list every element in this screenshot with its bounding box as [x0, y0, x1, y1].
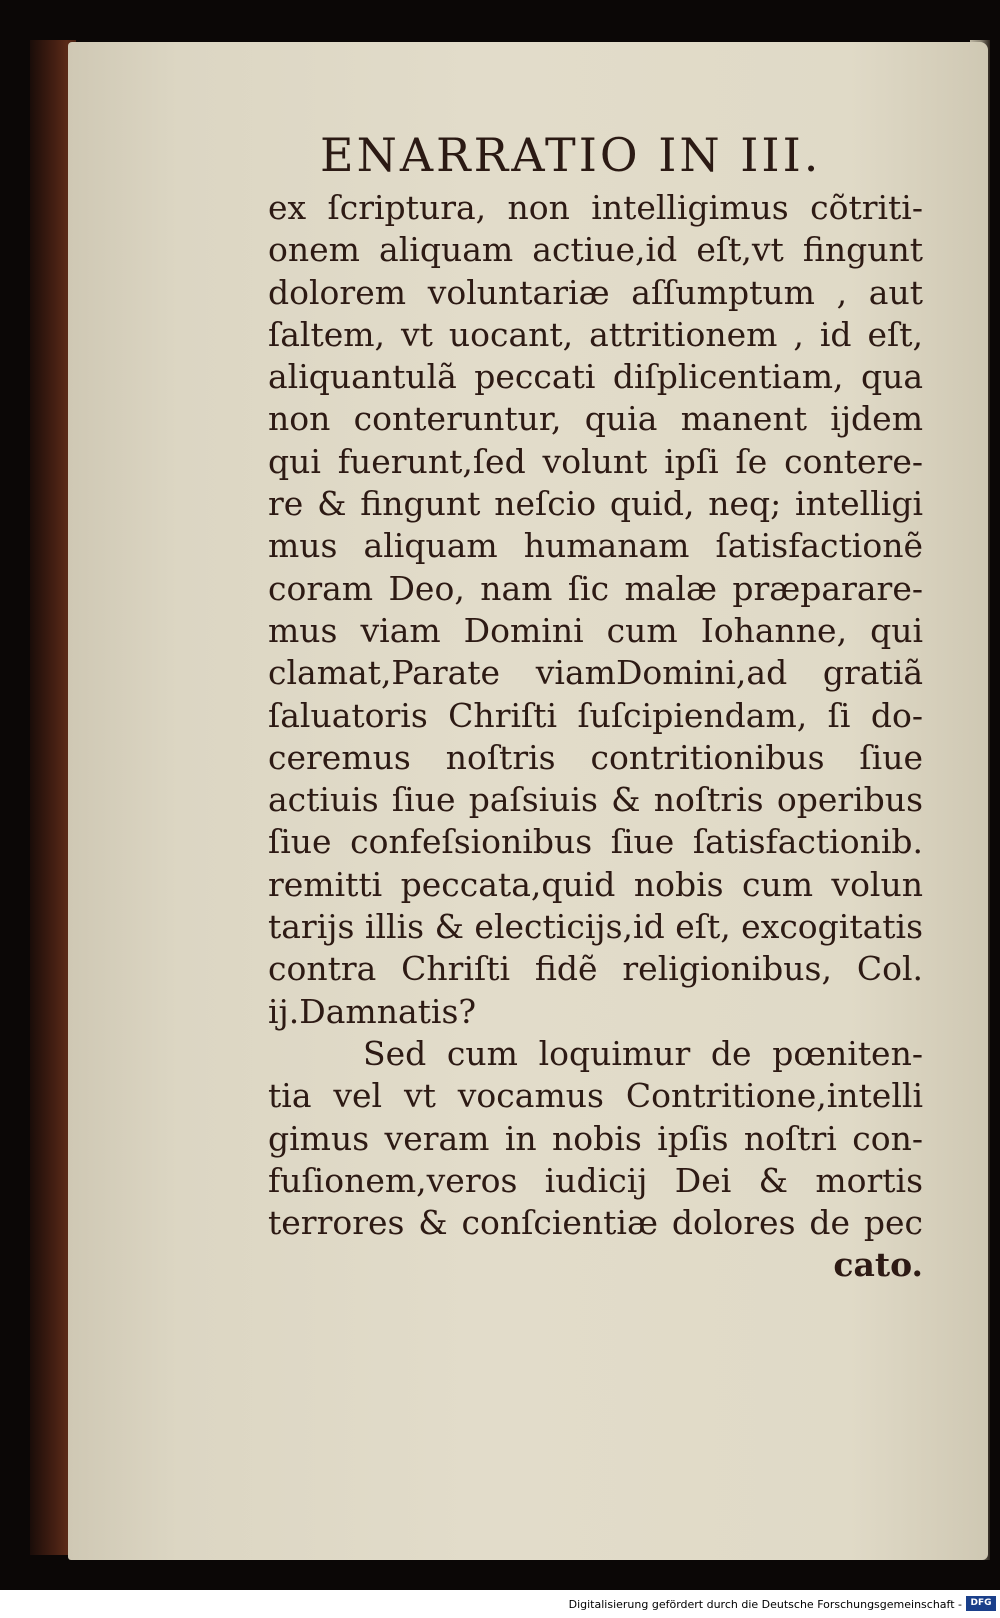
text-line: non conteruntur, quia manent ijdem: [268, 399, 923, 439]
body-text: [268, 187, 923, 1287]
text-line: coram Deo, nam ſic malæ præparare-: [268, 568, 923, 608]
text-line: ſaltem, vt uocant, attritionem , id eſt,: [268, 314, 923, 354]
text-line: ceremus noſtris contritionibus ſiue: [268, 737, 923, 777]
text-line: ſaluatoris Chriſti ſuſcipiendam, ſi do-: [268, 695, 923, 735]
text-line: fuſionem,veros iudicij Dei & mortis: [268, 1160, 923, 1200]
running-heading: ENARRATIO IN III.: [320, 128, 822, 182]
text-line: ex ſcriptura, non intelligimus cõtriti-: [268, 188, 923, 227]
text-line: tia vel vt vocamus Contritione,intelli: [268, 1076, 923, 1116]
catchword: cato.: [833, 1245, 923, 1285]
text-line: dolorem voluntariæ aſſumptum , aut: [268, 272, 923, 312]
funding-notice: Digitalisierung gefördert durch die Deutsche Forschungsgemeinschaft -: [568, 1598, 962, 1611]
text-line: ſiue confeſsionibus ſiue ſatisfactionib.: [268, 822, 923, 862]
dfg-logo: DFG: [966, 1596, 996, 1611]
text-line: tarijs illis & electicijs,id eſt, excogitatis: [268, 907, 924, 947]
text-line: ij.Damnatis?: [268, 991, 477, 1031]
text-line: onem aliquam actiue,id eſt,vt fingunt: [268, 230, 923, 270]
text-line: terrores & conſcientiæ dolores de pec: [268, 1203, 923, 1243]
text-line: actiuis ſiue paſsiuis & noſtris operibus: [268, 780, 923, 820]
text-line: clamat,Parate viamDomini,ad gratiã: [268, 653, 923, 693]
paragraph-start-line: Sed cum loquimur de pœniten-: [363, 1033, 923, 1073]
text-line: gimus veram in nobis ipſis noſtri con-: [268, 1118, 923, 1158]
text-line: re & fingunt neſcio quid, neq; intelligi: [268, 484, 923, 524]
text-line: remitti peccata,quid nobis cum volun: [268, 864, 923, 904]
digitization-footer: [0, 1590, 1000, 1618]
text-line: mus viam Domini cum Iohanne, qui: [268, 610, 923, 650]
text-line: contra Chriſti fidẽ religionibus, Col.: [268, 949, 923, 989]
text-line: qui fuerunt,ſed volunt ipſi ſe contere-: [268, 441, 923, 481]
text-line: mus aliquam humanam ſatisfactionẽ: [268, 526, 923, 566]
text-line: aliquantulã peccati diſplicentiam, qua: [268, 357, 923, 397]
